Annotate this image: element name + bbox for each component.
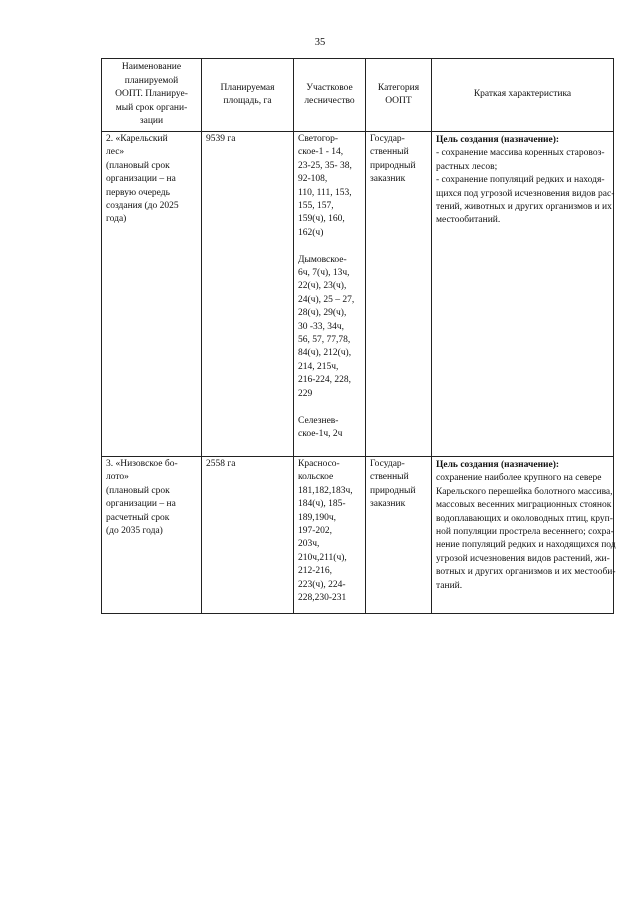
text-line: природный [370, 160, 416, 171]
text-line: таний. [436, 580, 463, 591]
text-line: 162(ч) [298, 227, 324, 238]
text-line: площадь, га [223, 96, 272, 106]
text-line: 56, 57, 77,78, [298, 335, 351, 346]
text-line: ское-1 - 14, [298, 147, 344, 158]
text-line: 24(ч), 25 – 27, [298, 294, 355, 305]
area-value: 2558 га [206, 459, 236, 469]
description-title: Цель создания (назначение): [436, 460, 560, 470]
text-line: ское-1ч, 2ч [298, 428, 343, 439]
oopt-name-cell [102, 132, 202, 457]
text-line: 210ч,211(ч), [298, 552, 347, 563]
text-line: 181,182,183ч, [298, 485, 353, 496]
text-line: 6ч, 7(ч), 13ч, [298, 268, 350, 279]
text-line: ной популяции прострела весеннего; сохра- [436, 527, 614, 538]
text-line: 28(ч), 29(ч), [298, 308, 347, 319]
forestry-group [298, 254, 361, 401]
text-line: Категория [377, 82, 420, 93]
text-line: (плановый срок [106, 160, 170, 171]
oopt-name-cell [102, 457, 202, 614]
page-number: 35 [314, 37, 326, 48]
text-line: природный [370, 485, 416, 496]
text-line: 197-202, [298, 526, 333, 537]
text-line: мый срок органи- [115, 102, 188, 113]
text-line: организации – на [106, 174, 176, 185]
text-line: Участковое [306, 82, 353, 93]
text-line: Наименование [121, 62, 182, 73]
text-line: Селезнев- [298, 415, 339, 426]
text-line: 189,190ч, [298, 512, 337, 523]
text-line: 2. «Карельский [106, 134, 168, 144]
text-line: - сохранение массива коренных старовоз- [436, 148, 605, 159]
text-line: года) [106, 214, 127, 225]
text-line: 30 -33, 34ч, [298, 321, 344, 332]
oopt-table [101, 58, 614, 614]
text-line: лото» [106, 472, 129, 483]
area-value: 9539 га [206, 134, 236, 144]
text-line: 159(ч), 160, [298, 214, 345, 225]
text-line: первую очередь [106, 187, 170, 198]
text-line: щихся под угрозой исчезновения видов рас- [436, 188, 615, 199]
text-line: заказник [370, 174, 406, 185]
text-line: 203ч, [298, 539, 320, 550]
text-line: 229 [298, 388, 313, 399]
text-line: 228,230-231 [298, 593, 347, 604]
text-line: лесничество [304, 96, 355, 106]
forestry-cell [294, 132, 366, 457]
text-line: 155, 157, [298, 201, 334, 212]
text-line: сохранение наиболее крупного на севере [436, 473, 602, 484]
text-line: 110, 111, 153, [298, 187, 352, 198]
text-line: Государ- [370, 459, 405, 469]
description-title: Цель создания (назначение): [436, 135, 560, 145]
text-line: организации – на [106, 499, 176, 510]
table-row [102, 457, 614, 614]
table-header-row [102, 59, 614, 132]
text-line: 212-216, [298, 566, 333, 577]
header-area [202, 59, 294, 132]
text-line: Планируемая [220, 82, 275, 93]
text-line: тений, животных и других организмов и их [436, 202, 612, 213]
text-line: 22(ч), 23(ч), [298, 281, 347, 292]
text-line: ственный [370, 147, 409, 158]
area-cell [202, 457, 294, 614]
forestry-group [298, 458, 361, 605]
text-line: 92-108, [298, 174, 328, 185]
text-line: нение популяций редких и находящихся под [436, 540, 616, 551]
text-line: ООПТ. Планируе- [115, 89, 188, 100]
text-line: вотных и других организмов и их местооби- [436, 567, 616, 578]
category-cell [366, 457, 432, 614]
group-spacer [298, 240, 361, 253]
group-spacer [298, 401, 361, 414]
description-text [436, 472, 616, 593]
forestry-cell [294, 457, 366, 614]
description-cell [432, 132, 614, 457]
header-description [432, 59, 614, 132]
header-category [366, 59, 432, 132]
text-line: 214, 215ч, [298, 361, 339, 372]
text-line: водоплавающих и околоводных птиц, круп- [436, 513, 613, 524]
text-line: (до 2035 года) [106, 526, 163, 537]
text-line: массовых весенних миграционных стоянок [436, 500, 612, 511]
text-line: 84(ч), 212(ч), [298, 348, 352, 359]
forestry-group [298, 133, 361, 240]
text-line: лес» [106, 147, 125, 158]
text-line: кольское [298, 472, 334, 483]
text-line: 216-224, 228, [298, 375, 352, 386]
text-line: угрозой исчезновения видов растений, жи- [436, 553, 610, 564]
text-line: (плановый срок [106, 485, 170, 496]
text-line: расчетный срок [106, 512, 170, 523]
text-line: 3. «Низовское бо- [106, 459, 178, 469]
text-line: ООПТ [385, 96, 412, 106]
text-line: местообитаний. [436, 215, 501, 226]
text-line: создания (до 2025 [106, 201, 179, 212]
text-line: 184(ч), 185- [298, 499, 346, 510]
text-line: - сохранение популяций редких и находя- [436, 175, 605, 186]
text-line: Государ- [370, 134, 405, 144]
category-cell [366, 132, 432, 457]
area-cell [202, 132, 294, 457]
text-line: ственный [370, 472, 409, 483]
text-line: 223(ч), 224- [298, 579, 346, 590]
text-line: зации [139, 116, 164, 127]
text-line: заказник [370, 499, 406, 510]
text-line: Карельского перешейка болотного массива, [436, 486, 613, 497]
text-line: Светогор- [298, 134, 339, 144]
text-line: Дымовское- [298, 254, 347, 265]
description-text [436, 147, 615, 227]
table-row [102, 132, 614, 457]
text-line: Красносо- [298, 459, 340, 469]
header-name [102, 59, 202, 132]
text-line: 23-25, 35- 38, [298, 160, 352, 171]
text-line: планируемой [124, 75, 179, 86]
text-line: Краткая характеристика [473, 89, 572, 100]
header-forestry [294, 59, 366, 132]
description-cell [432, 457, 614, 614]
forestry-group [298, 415, 361, 442]
text-line: растных лесов; [436, 161, 498, 172]
